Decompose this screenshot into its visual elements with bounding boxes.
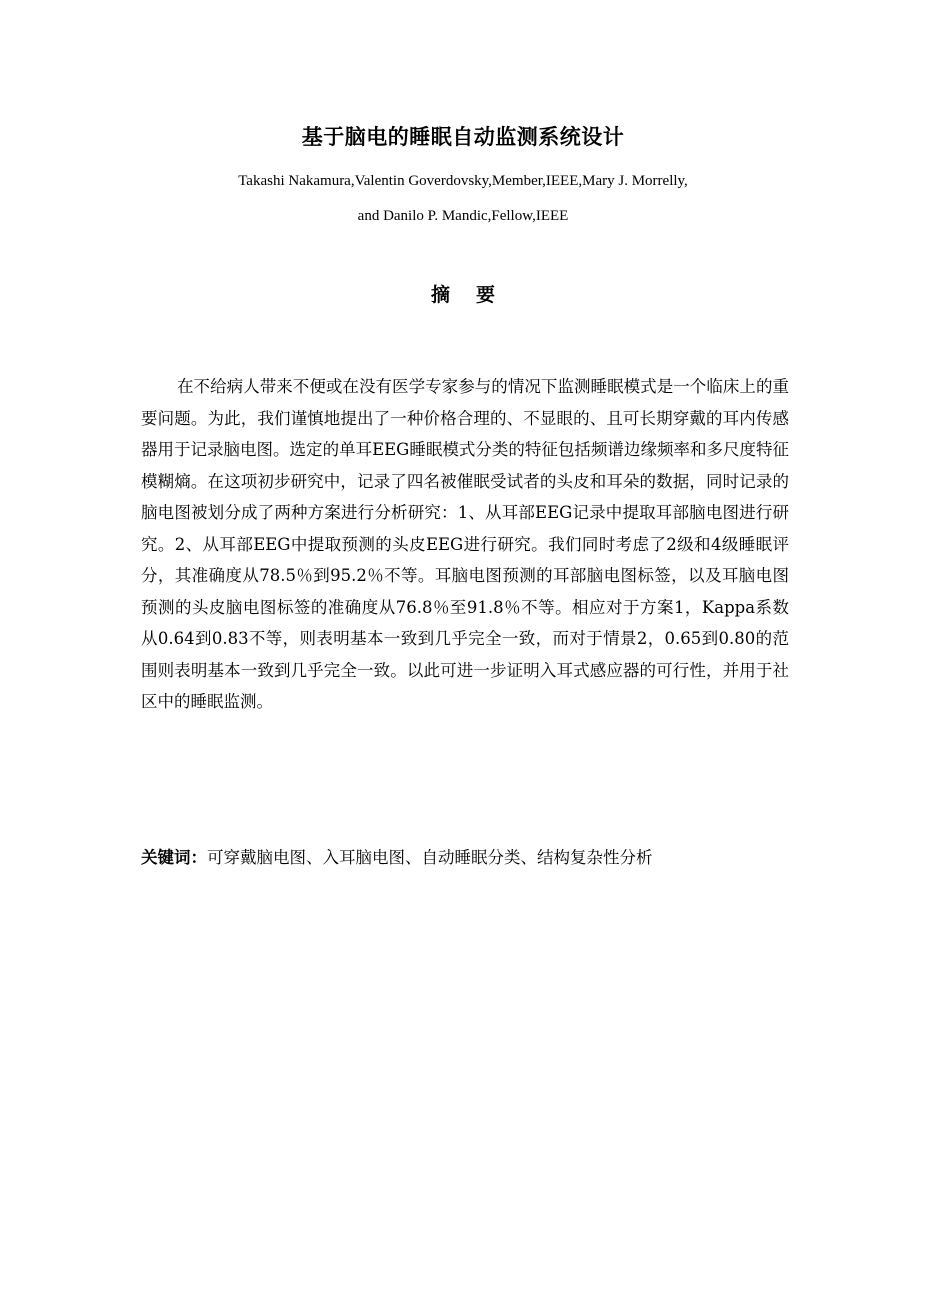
abstract-heading: 摘要 (430, 284, 521, 306)
keywords-text: 可穿戴脑电图、入耳脑电图、自动睡眠分类、结构复杂性分析 (207, 848, 653, 867)
keywords-label: 关键词： (141, 848, 207, 867)
paper-title: 基于脑电的睡眠自动监测系统设计 (301, 125, 625, 149)
authors-line-2: and Danilo P. Mandic,Fellow,IEEE (357, 208, 569, 224)
keywords (141, 843, 789, 873)
abstract-body: 在不给病人带来不便或在没有医学专家参与的情况下监测睡眠模式是一个临床上的重要问题。为此，我们谨慎地提出了一种价格合理的、不显眼的、且可长期穿戴的耳内传感器用于记录脑电图。选定的单耳EEG睡眠模式分类的特征包括频谱边缘频率和多尺度特征模糊熵。在这项初步研究中，记录了四名被催眠受试者的头皮和耳朵的数据，同时记录的脑电图被划分成了两种方案进行分析研究：1、从耳部EEG记录中提取耳部脑电图进行研究。2、从耳部EEG中提取预测的头皮EEG进行研究。我们同时考虑了2级和4级睡眠评分，其准确度从78.5％到95.2％不等。耳脑电图预测的耳部脑电图标签，以及耳脑电图预测的头皮脑电图标签的准确度从76.8％至91.8％不等。相应对于方案1，Kappa系数从0.64到0.83不等，则表明基本一致到几乎完全一致，而对于情景2，0.65到0.80的范围则表明基本一致到几乎完全一致。以此可进一步证明入耳式感应器的可行性，并用于社区中的睡眠监测。 (141, 377, 789, 711)
authors-line-1: Takashi Nakamura,Valentin Goverdovsky,Member,IEEE,Mary J. Morrelly, (238, 173, 688, 189)
